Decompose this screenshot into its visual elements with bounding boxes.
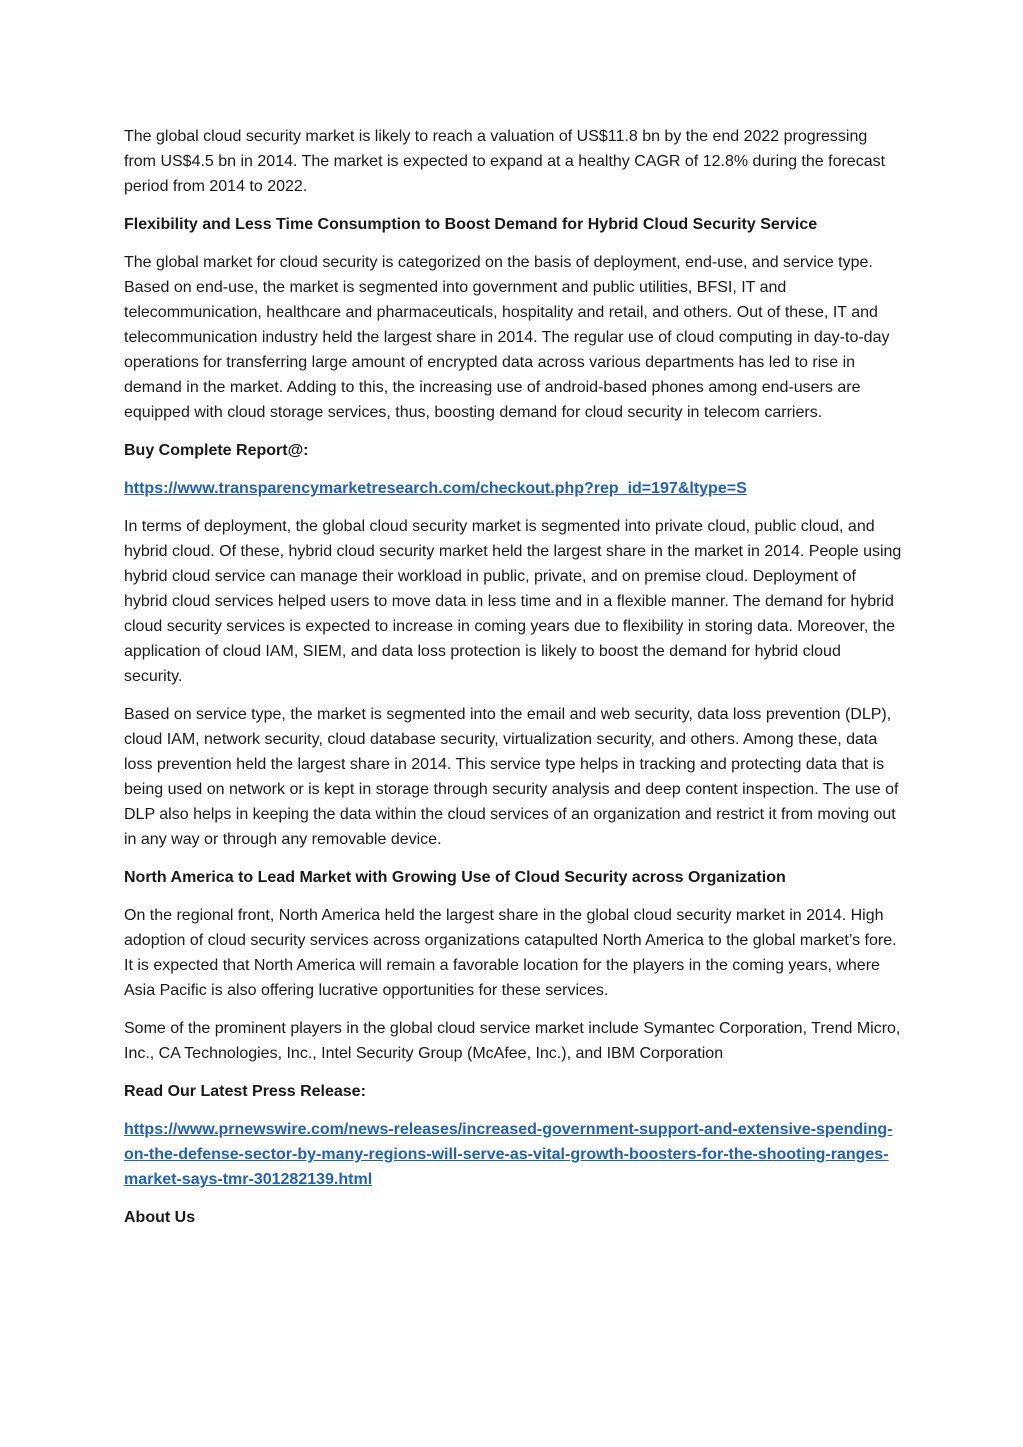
section-heading-north-america: North America to Lead Market with Growing Use of Cloud Security across Organization bbox=[124, 869, 786, 886]
deployment-paragraph: In terms of deployment, the global cloud security market is segmented into private cloud, public cloud, and hybrid cloud. Of these, hybrid cloud security market held the largest share in the market in 2014. People using hybrid cloud service can manage their workload in public, private, and on premise cloud. Deployment of hybrid cloud services helped users to move data in less time and in a flexible manner. The demand for hybrid cloud security services is expected to increase in coming years due to flexibility in storing data. Moreover, the application of cloud IAM, SIEM, and data loss protection is likely to boost the demand for hybrid cloud security. bbox=[124, 518, 902, 685]
section-heading-hybrid-cloud: Flexibility and Less Time Consumption to Boost Demand for Hybrid Cloud Security Service bbox=[124, 216, 818, 233]
intro-paragraph: The global cloud security market is likely to reach a valuation of US$11.8 bn by the end 2022 progressing from US$4.5 bn in 2014. The market is expected to expand at a healthy CAGR of 12.8% during the forecast period from 2014 to 2022. bbox=[124, 128, 886, 195]
buy-report-link[interactable]: https://www.transparencymarketresearch.com/checkout.php?rep_id=197&ltype=S bbox=[124, 480, 747, 497]
buy-report-heading: Buy Complete Report@: bbox=[124, 442, 309, 459]
regional-paragraph: On the regional front, North America held the largest share in the global cloud security market in 2014. High adoption of cloud security services across organizations catapulted North America to the global market’s fore. It is expected that North America will remain a favorable location for the players in the coming years, where Asia Pacific is also offering lucrative opportunities for these services. bbox=[124, 907, 897, 999]
document-page bbox=[124, 124, 902, 1243]
about-us-heading: About Us bbox=[124, 1209, 196, 1226]
market-categorization-paragraph: The global market for cloud security is categorized on the basis of deployment, end-use, and service type. Based on end-use, the market is segmented into government and public utilities, BFSI, IT and telecommunication, healthcare and pharmaceuticals, hospitality and retail, and others. Out of these, IT and telecommunication industry held the largest share in 2014. The regular use of cloud computing in day-to-day operations for transferring large amount of encrypted data across various departments has led to rise in demand in the market. Adding to this, the increasing use of android-based phones among end-users are equipped with cloud storage services, thus, boosting demand for cloud security in telecom carriers. bbox=[124, 254, 890, 421]
players-paragraph: Some of the prominent players in the global cloud service market include Symantec Corporation, Trend Micro, Inc., CA Technologies, Inc., Intel Security Group (McAfee, Inc.), and IBM Corporation bbox=[124, 1020, 901, 1062]
service-type-paragraph: Based on service type, the market is segmented into the email and web security, data loss prevention (DLP), cloud IAM, network security, cloud database security, virtualization security, and others. Among these, data loss prevention held the largest share in 2014. This service type helps in tracking and protecting data that is being used on network or is kept in storage through security analysis and deep content inspection. The use of DLP also helps in keeping the data within the cloud services of an organization and restrict it from moving out in any way or through any removable device. bbox=[124, 706, 899, 848]
press-release-link[interactable]: https://www.prnewswire.com/news-releases/increased-government-support-and-extensive-spending-on-the-defense-sector-by-many-regions-will-serve-as-vital-growth-boosters-for-the-shooting-ranges-market-says-tmr-301282139.html bbox=[124, 1121, 893, 1188]
press-release-heading: Read Our Latest Press Release: bbox=[124, 1083, 366, 1100]
